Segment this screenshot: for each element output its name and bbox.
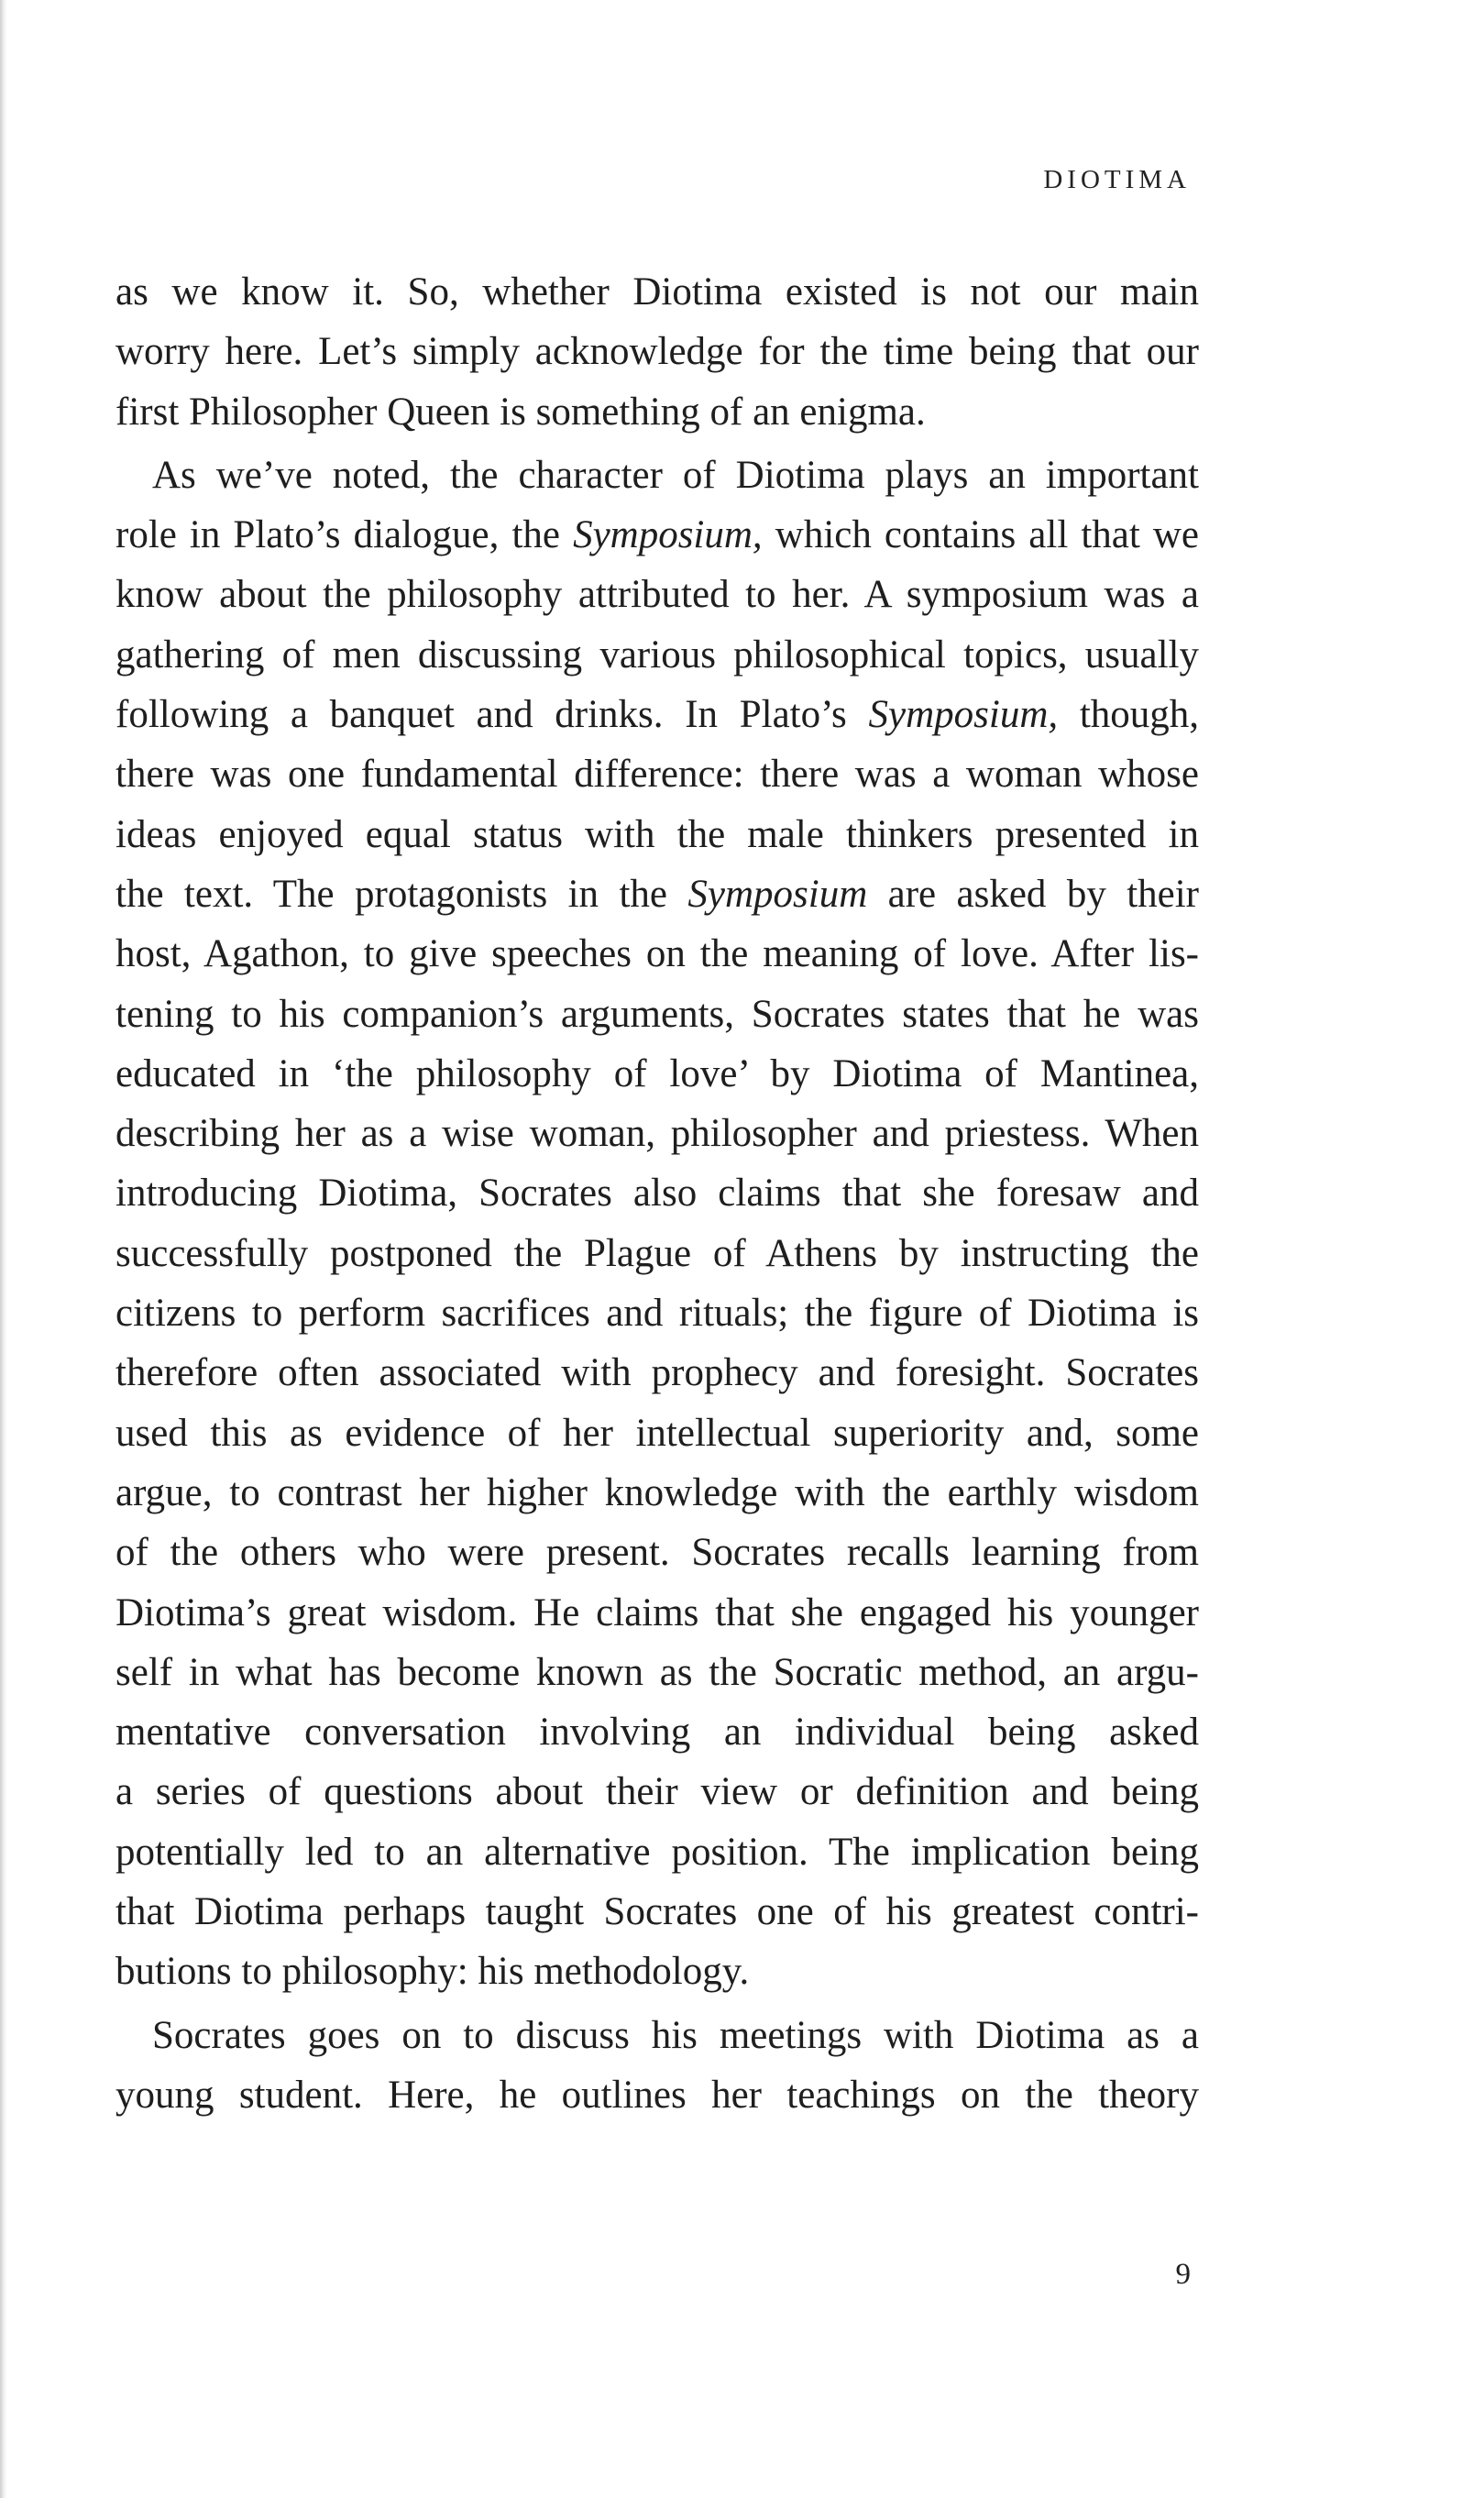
text-span: the text. The protagonists in the (115, 872, 667, 916)
italic-title: Symposium, (868, 693, 1059, 737)
text-line (115, 685, 1199, 744)
text-line: therefore often associated with prophecy and foresight. Socrates (115, 1351, 1199, 1395)
italic-title: Symposium (687, 872, 868, 916)
text-line: Diotima’s great wisdom. He claims that she engaged his younger (115, 1590, 1199, 1634)
text-line: argue, to contrast her higher knowledge with the earthly wisdom (115, 1470, 1199, 1514)
text-line: gathering of men discussing various philosophical topics, usually (115, 633, 1199, 677)
text-span: though, (1079, 693, 1200, 737)
text-line: worry here. Let’s simply acknowledge for the time being that our (115, 330, 1199, 374)
text-line: young student. Here, he outlines her teachings on the theory (115, 2073, 1199, 2117)
text-line: self in what has become known as the Socratic method, an argu- (115, 1650, 1199, 1694)
text-line: successfully postponed the Plague of Athens by instructing the (115, 1231, 1199, 1275)
page-number: 9 (1175, 2258, 1191, 2291)
italic-title: Symposium, (573, 513, 763, 557)
text-span: following a banquet and drinks. In Plato’s (115, 693, 847, 737)
text-span: are asked by their (887, 872, 1200, 916)
text-line: educated in ‘the philosophy of love’ by Diotima of Mantinea, (115, 1051, 1199, 1095)
text-line: tening to his companion’s arguments, Socrates states that he was (115, 992, 1199, 1036)
text-line: butions to philosophy: his methodology. (115, 1950, 750, 1994)
text-line: potentially led to an alternative position. The implication being (115, 1830, 1199, 1874)
text-line: introducing Diotima, Socrates also claims that she foresaw and (115, 1172, 1199, 1216)
text-line: ideas enjoyed equal status with the male thinkers presented in (115, 812, 1199, 856)
text-line: used this as evidence of her intellectual superiority and, some (115, 1411, 1199, 1455)
text-span: role in Plato’s dialogue, the (115, 513, 560, 557)
body-text (115, 262, 1199, 2125)
text-line: that Diotima perhaps taught Socrates one of his greatest contri- (115, 1890, 1199, 1934)
paragraph (115, 262, 1199, 442)
text-line: of the others who were present. Socrates recalls learning from (115, 1531, 1199, 1575)
text-line: mentative conversation involving an individual being asked (115, 1711, 1199, 1755)
paragraph (115, 2006, 1199, 2126)
page-edge-shadow (0, 0, 7, 2498)
text-span: which contains all that we (775, 513, 1200, 557)
text-line: first Philosopher Queen is something of an enigma. (115, 390, 926, 434)
text-line: Socrates goes on to discuss his meetings with Diotima as a (152, 2013, 1199, 2057)
text-line: citizens to perform sacrifices and rituals; the figure of Diotima is (115, 1292, 1199, 1336)
text-line: there was one fundamental difference: there was a woman whose (115, 753, 1199, 797)
text-line: a series of questions about their view or definition and being (115, 1770, 1199, 1814)
text-line: as we know it. So, whether Diotima existed is not our main (115, 270, 1199, 314)
text-line: As we’ve noted, the character of Diotima plays an important (152, 453, 1199, 497)
text-line: describing her as a wise woman, philosopher and priestess. When (115, 1112, 1199, 1156)
running-head: DIOTIMA (1043, 165, 1191, 194)
paragraph (115, 446, 1199, 2002)
text-line: host, Agathon, to give speeches on the meaning of love. After lis- (115, 932, 1199, 976)
text-line: know about the philosophy attributed to her. A symposium was a (115, 573, 1199, 617)
text-line (115, 505, 1199, 565)
text-line (115, 864, 1199, 924)
